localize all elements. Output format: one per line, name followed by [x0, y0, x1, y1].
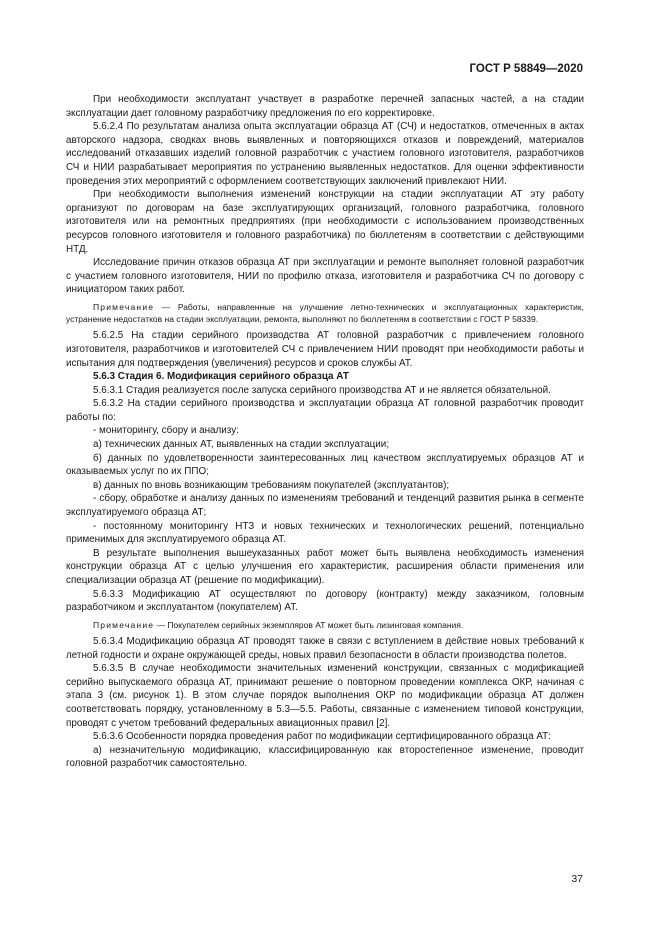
paragraph: 5.6.3.1 Стадия реализуется после запуска серийного производства АТ и не является обязательной.: [93, 384, 551, 396]
paragraph: 5.6.3.6 Особенности порядка проведения работ по модификации сертифицированного образца АТ:: [93, 731, 551, 743]
paragraph: 5.6.3.2 На стадии серийного производства и эксплуатации образца АТ головной разработчик проводит работы по:: [66, 398, 584, 423]
page-number: 37: [571, 873, 583, 885]
paragraph: При необходимости эксплуатант участвует в разработке перечней запасных частей, а на стадии эксплуатации дает головному разработчику предложения по его корректировке.: [66, 94, 584, 119]
list-item: а) технических данных АТ, выявленных на стадии эксплуатации;: [93, 439, 390, 451]
list-item: в) данных по вновь возникающим требованиям покупателей (эксплуатантов);: [93, 479, 450, 491]
list-item: а) незначительную модификацию, классифицированную как второстепенное изменение, проводит головной разработчик самостоятельно.: [66, 744, 584, 770]
paragraph: 5.6.3.3 Модификацию АТ осуществляют по договору (контракту) между заказчиком, головным разработчиком и эксплуатантом (покупателем) АТ.: [66, 588, 584, 614]
document-code: ГОСТ Р 58849—2020: [469, 63, 583, 75]
list-item: - сбору, обработке и анализу данных по изменениям требований и тенденций развития рынка в сегменте эксплуатируемого образца АТ;: [66, 493, 584, 519]
paragraph: 5.6.3.5 В случае необходимости значительных изменений конструкции, связанных с модификацией серийно выпускаемого образца АТ, принимают решение о повторном проведении комплекса ОКР, начиная с этапа 3 (см. рисунок 1). В этом случае порядок выполнения ОКР по модификации образца АТ должен соответствовать порядку, установленному в 5.3—5.5. Работы, связанные с изменением типовой конструкции, проводят с учетом требований федеральных авиационных правил [2].: [66, 663, 584, 729]
section-heading: 5.6.3 Стадия 6. Модификация серийного образца АТ: [93, 371, 349, 383]
note-text: — Работы, направленные на улучшение летно-технических и эксплуатационных характеристик, устранение недостатков на стадии эксплуатации, ремонта, выполняют по бюллетеням в соответствии с ГОСТ Р 58339.: [66, 301, 584, 325]
note: [66, 301, 584, 325]
note-label: Примечание: [93, 619, 155, 630]
note-label: Примечание: [93, 301, 155, 312]
note-text: — Покупателем серийных экземпляров АТ может быть лизинговая компания.: [154, 619, 464, 630]
paragraph: 5.6.2.4 По результатам анализа опыта эксплуатации образца АТ (СЧ) и недостатков, отмеченных в актах авторского надзора, сводках вновь выявленных и повторяющихся отказов и повреждений, материалов исследований отказавших изделий головной разработчик с участием головного изготовителя, разработчиков СЧ и НИИ разрабатывает мероприятия по устранению выявленных недостатков. Для оценки эффективности проведения этих мероприятий с оформлением соответствующих заключений привлекают НИИ.: [66, 121, 584, 187]
list-item: - постоянному мониторингу НТЗ и новых технических и технологических решений, потенциально применимых для эксплуатируемого образца АТ.: [66, 520, 584, 546]
note: [66, 619, 584, 631]
paragraph: В результате выполнения вышеуказанных работ может быть выявлена необходимость изменения конструкции образца АТ с целью улучшения его характеристик, расширения области применения или специализации образца АТ (решение по модификации).: [66, 547, 584, 586]
paragraph: 5.6.3.4 Модификацию образца АТ проводят также в связи с вступлением в действие новых требований к летной годности и охране окружающей среды, новых правил безопасности в области производства полетов.: [66, 635, 584, 661]
paragraph: При необходимости выполнения изменений конструкции на стадии эксплуатации АТ эту работу организуют по договорам на базе эксплуатирующих организаций, головного разработчика, головного изготовителя или на ремонтных предприятиях (при необходимости с использованием производственных ресурсов головного изготовителя и головного разработчика) по бюллетеням в соответствии с действующими НТД.: [66, 189, 584, 255]
list-item: б) данных по удовлетворенности заинтересованных лиц качеством эксплуатируемых образцов АТ и оказываемых услуг по их ППО;: [66, 452, 584, 478]
page-body: [66, 93, 584, 771]
paragraph: Исследование причин отказов образца АТ при эксплуатации и ремонте выполняет головной разработчик с участием головного изготовителя, НИИ по профилю отказа, изготовителя и разработчика СЧ по договору с инициатором таких работ.: [66, 257, 584, 296]
list-item: - мониторингу, сбору и анализу:: [93, 425, 239, 437]
paragraph: 5.6.2.5 На стадии серийного производства АТ головной разработчик с привлечением головного изготовителя, разработчиков и изготовителей СЧ с привлечением НИИ проводят при необходимости работы и испытания для подтверждения (увеличения) ресурсов и сроков службы АТ.: [66, 330, 584, 369]
